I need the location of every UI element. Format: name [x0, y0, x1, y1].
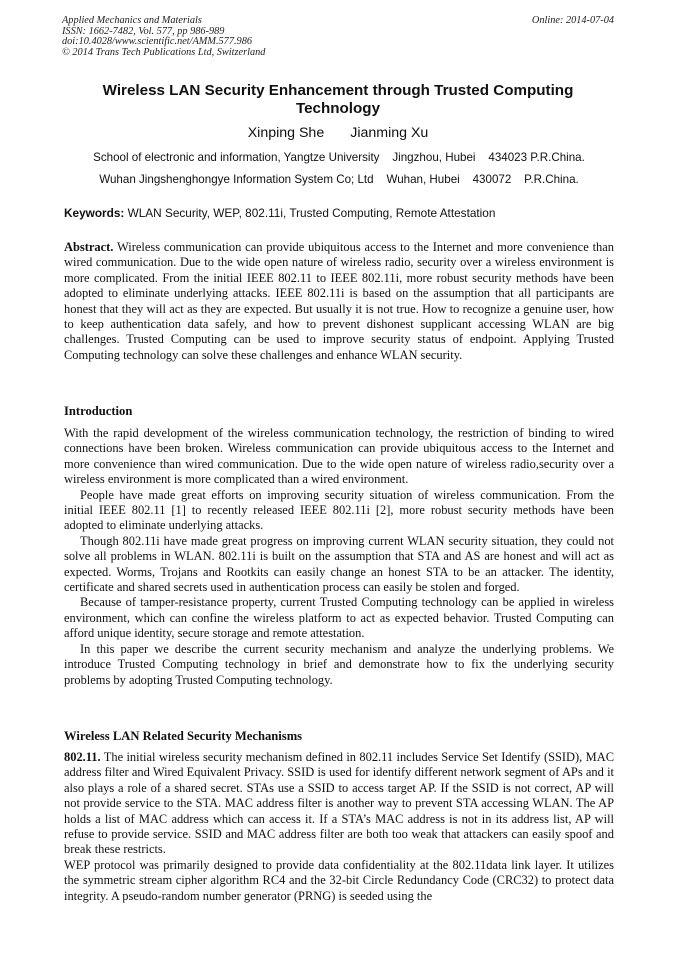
- wlan-paragraph-1: [64, 750, 614, 858]
- intro-paragraph-3: Though 802.11i have made great progress on improving current WLAN security situation, they could not solve all problems in WLAN. 802.11i is built on the assumption that STA and AS are honest and will act as expected. Worms, Trojans and Rootkits can easily change an honest STA to be an attacker. The identity, certificate and shared secrets used in authentication process can easily be stolen and forged.: [64, 533, 614, 595]
- intro-paragraph-1: With the rapid development of the wireless communication technology, the restriction of binding to wired connections have been broken. Wireless communication can provide ubiquitous access to the Internet and more convenience than wired communication. Due to the wide open nature of wireless radio,security over a wireless environment is more complicated than a wired environment.: [64, 426, 614, 487]
- author-2: Jianming Xu: [350, 125, 429, 141]
- issn-line: ISSN: 1662-7482, Vol. 577, pp 986-989: [62, 25, 225, 37]
- wlan-section-body: [64, 750, 614, 904]
- intro-paragraph-5: In this paper we describe the current security mechanism and analyze the underlying problems. We introduce Trusted Computing technology in brief and demonstrate how to fix the underlying security problems by adopting Trusted Computing technology.: [64, 641, 614, 687]
- copyright-line: © 2014 Trans Tech Publications Ltd, Switzerland: [62, 46, 266, 58]
- journal-header: [62, 16, 265, 58]
- abstract-label: Abstract.: [64, 240, 114, 254]
- paper-title: Wireless LAN Security Enhancement through Trusted Computing Technology: [102, 82, 574, 117]
- keywords-label: Keywords:: [64, 206, 125, 220]
- online-date: Online: 2014-07-04: [531, 15, 614, 26]
- wlan-lead: 802.11.: [64, 750, 101, 764]
- abstract-text: Wireless communication can provide ubiquitous access to the Internet and more convenience than wired communication. Due to the wide open nature of wireless radio, security over a wireless environment is more complicated. From the initial IEEE 802.11 to IEEE 802.11i, more robust security methods have been adopted to eliminate underlying attacks. IEEE 802.11i is based on the assumption that all participants are honest that they will act as they are expected. But usually it is not true. How to recognize a genuine user, how to keep authentication data safely, and how to prevent dishonest supplicant accessing WLAN are big challenges. Trusted Computing can be used to improve security status of endpoint. Applying Trusted Computing technology can solve these challenges and enhance WLAN security.: [64, 240, 614, 362]
- journal-name: Applied Mechanics and Materials: [62, 15, 202, 26]
- author-1: Xinping She: [247, 125, 325, 141]
- doi-line: doi:10.4028/www.scientific.net/AMM.577.986: [62, 36, 252, 47]
- introduction-body: [64, 426, 614, 688]
- wlan-section-heading: Wireless LAN Related Security Mechanisms: [64, 729, 303, 743]
- intro-paragraph-2: People have made great efforts on improving security situation of wireless communication. From the initial IEEE 802.11 [1] to recently released IEEE 802.11i [2], more robust security methods have been adopted to eliminate underlying attacks.: [64, 487, 614, 533]
- introduction-heading: Introduction: [64, 404, 133, 418]
- affiliation-1: School of electronic and information, Yangtze University Jingzhou, Hubei 434023 P.R.China.: [93, 151, 585, 164]
- keywords: [64, 206, 616, 221]
- abstract: [64, 240, 614, 363]
- keywords-text: WLAN Security, WEP, 802.11i, Trusted Computing, Remote Attestation: [124, 206, 496, 220]
- wlan-paragraph-2: WEP protocol was primarily designed to provide data confidentiality at the 802.11data link layer. It utilizes the symmetric stream cipher algorithm RC4 and the 32-bit Circle Redundancy Code (CRC32) to protect data integrity. A pseudo-random number generator (PRNG) is seeded using the: [64, 857, 614, 903]
- wlan-paragraph-1-text: The initial wireless security mechanism defined in 802.11 includes Service Set Identify (SSID), MAC address filter and Wired Equivalent Privacy. SSID is used for identify different network segment of APs and it also plays a role of a shared secret. STAs use a SSID to access target AP. If the SSID is not correct, AP will not provide service to the STA. MAC address filter is another way to prevent STA accessing WLAN. The AP holds a list of MAC address which can access it. If a STA’s MAC address is not in its address list, AP will refuse to provide service. SSID and MAC address filter are both too weak that attackers can easily spoof and break these restricts.: [64, 750, 614, 857]
- author-list: [62, 124, 614, 142]
- affiliation-2: Wuhan Jingshenghongye Information System Co; Ltd Wuhan, Hubei 430072 P.R.China.: [99, 173, 579, 186]
- intro-paragraph-4: Because of tamper-resistance property, current Trusted Computing technology can be applied in wireless environment, which can confine the wireless platform to act as expected behavior. Trusted Computing can afford unique identity, secure storage and remote attestation.: [64, 595, 614, 641]
